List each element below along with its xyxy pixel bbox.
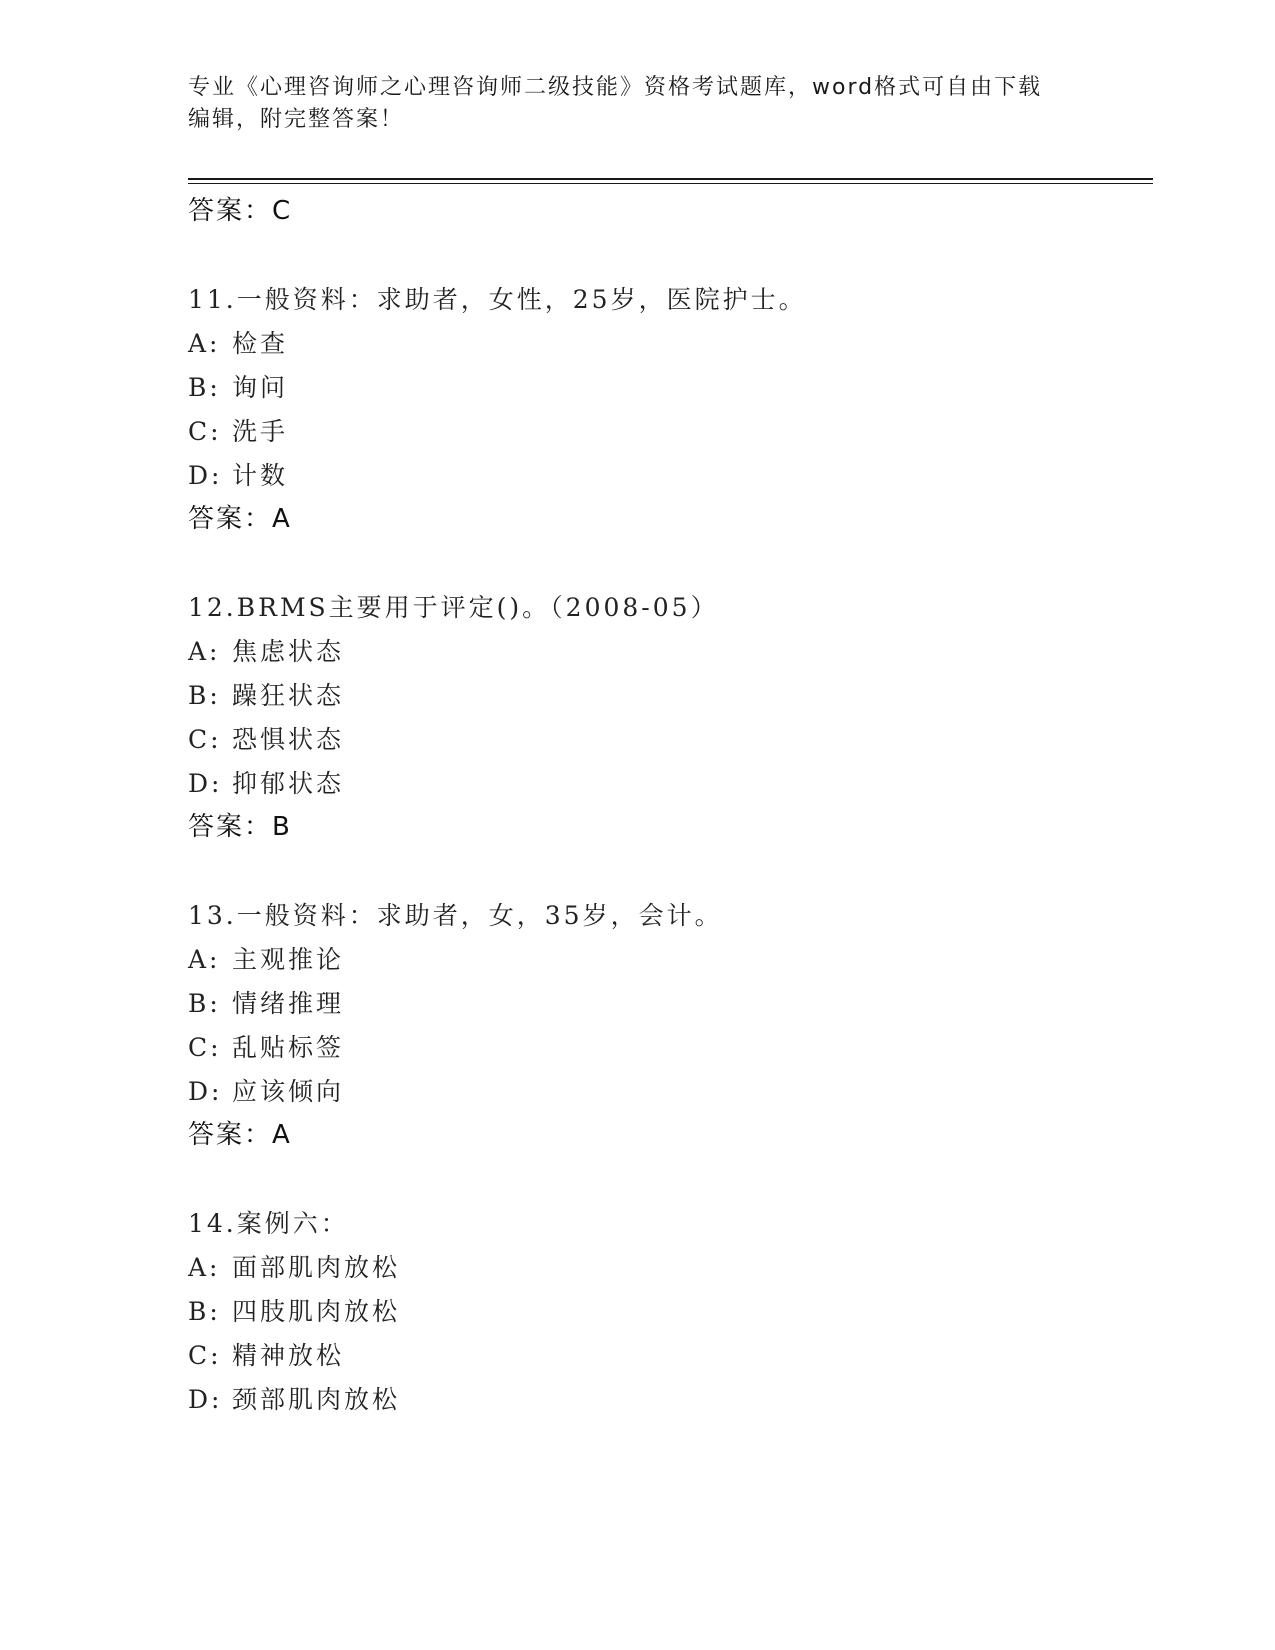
option-letter: D: [188, 461, 223, 490]
question-12-option-c [188, 720, 344, 756]
option-text: 检查 [232, 329, 289, 358]
option-letter: C: [188, 417, 222, 446]
question-14-option-a [188, 1248, 400, 1284]
header-rule-thin [188, 183, 1153, 184]
option-letter: B: [188, 1297, 221, 1326]
question-12-answer: 答案：B [188, 812, 292, 842]
option-letter: A: [188, 637, 221, 666]
option-text: 躁狂状态 [232, 681, 345, 710]
option-letter: C: [188, 725, 222, 754]
question-12-title: 12.BRMS主要用于评定()。（2008-05） [188, 593, 719, 622]
question-13-option-c [188, 1028, 344, 1064]
header-rule-thick [188, 178, 1153, 180]
option-text: 应该倾向 [232, 1077, 345, 1106]
option-letter: B: [188, 989, 221, 1018]
question-11-option-a [188, 324, 288, 360]
option-letter: D: [188, 1077, 223, 1106]
header-line-2: 编辑，附完整答案！ [188, 107, 405, 132]
question-11-option-c [188, 412, 288, 448]
question-13-option-a [188, 940, 344, 976]
header-line-1: 专业《心理咨询师之心理咨询师二级技能》资格考试题库，word格式可自由下载 [188, 75, 1043, 100]
option-letter: B: [188, 681, 221, 710]
question-14-title: 14.案例六： [188, 1209, 349, 1238]
option-letter: A: [188, 1253, 221, 1282]
option-letter: B: [188, 373, 221, 402]
question-11-title: 11.一般资料：求助者，女性，25岁，医院护士。 [188, 285, 807, 314]
option-letter: A: [188, 945, 221, 974]
question-13-title: 13.一般资料：求助者，女，35岁，会计。 [188, 901, 723, 930]
option-text: 询问 [232, 373, 289, 402]
question-14-option-d [188, 1380, 400, 1416]
option-letter: C: [188, 1033, 222, 1062]
question-14-option-c [188, 1336, 344, 1372]
option-text: 洗手 [232, 417, 289, 446]
question-13-option-d [188, 1072, 344, 1108]
question-14-option-b [188, 1292, 400, 1328]
option-text: 情绪推理 [232, 989, 345, 1018]
option-letter: D: [188, 1385, 223, 1414]
option-text: 计数 [232, 461, 289, 490]
option-text: 恐惧状态 [232, 725, 345, 754]
option-text: 面部肌肉放松 [232, 1253, 401, 1282]
option-text: 焦虑状态 [232, 637, 345, 666]
option-text: 乱贴标签 [232, 1033, 345, 1062]
answer-prev: 答案：C [188, 196, 293, 226]
document-header [188, 72, 1088, 136]
question-13-answer: 答案：A [188, 1120, 292, 1150]
question-12-option-d [188, 764, 344, 800]
question-13-option-b [188, 984, 344, 1020]
option-text: 精神放松 [232, 1341, 345, 1370]
option-letter: D: [188, 769, 223, 798]
option-text: 颈部肌肉放松 [232, 1385, 401, 1414]
option-text: 主观推论 [232, 945, 345, 974]
question-11-option-d [188, 456, 288, 492]
option-text: 抑郁状态 [232, 769, 345, 798]
option-text: 四肢肌肉放松 [232, 1297, 401, 1326]
question-12-option-a [188, 632, 344, 668]
question-11-answer: 答案：A [188, 504, 292, 534]
option-letter: C: [188, 1341, 222, 1370]
question-11-option-b [188, 368, 288, 404]
option-letter: A: [188, 329, 221, 358]
question-12-option-b [188, 676, 344, 712]
